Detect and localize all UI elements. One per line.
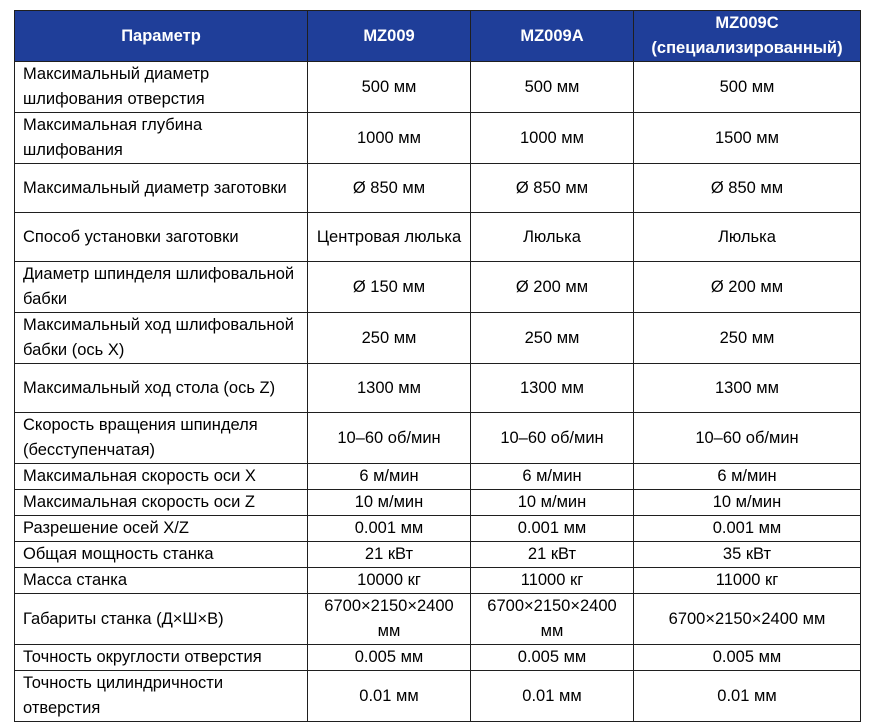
value-cell: 500 мм [471, 62, 634, 113]
table-row [15, 213, 861, 262]
value-cell: Ø 200 мм [634, 262, 861, 313]
value-cell: Ø 850 мм [634, 164, 861, 213]
value-cell: 1000 мм [308, 113, 471, 164]
param-cell: Скорость вращения шпинделя (бесступенчатая) [15, 413, 308, 464]
table-row [15, 568, 861, 594]
value-cell: 10 м/мин [308, 490, 471, 516]
param-cell: Точность округлости отверстия [15, 645, 308, 671]
value-cell: 0.005 мм [471, 645, 634, 671]
table-row [15, 413, 861, 464]
value-cell: Люлька [471, 213, 634, 262]
table-row [15, 62, 861, 113]
value-cell: 10 м/мин [634, 490, 861, 516]
header-row [15, 11, 861, 62]
value-cell: 0.01 мм [308, 671, 471, 722]
value-cell: 10–60 об/мин [471, 413, 634, 464]
header-mz009c-note: (специализированный) [651, 39, 843, 57]
value-cell: 35 кВт [634, 542, 861, 568]
value-cell: 1300 мм [308, 364, 471, 413]
value-cell: 6 м/мин [308, 464, 471, 490]
header-mz009a: MZ009A [471, 11, 634, 62]
table-row [15, 364, 861, 413]
value-cell: 6 м/мин [471, 464, 634, 490]
value-cell: 250 мм [634, 313, 861, 364]
value-cell: Ø 850 мм [471, 164, 634, 213]
param-cell: Максимальная скорость оси X [15, 464, 308, 490]
param-cell: Максимальная глубина шлифования [15, 113, 308, 164]
value-cell: 11000 кг [471, 568, 634, 594]
table-row [15, 164, 861, 213]
table-row [15, 313, 861, 364]
value-cell: 10 м/мин [471, 490, 634, 516]
value-cell: 0.001 мм [471, 516, 634, 542]
header-mz009: MZ009 [308, 11, 471, 62]
value-cell: 0.001 мм [634, 516, 861, 542]
value-cell: 0.01 мм [634, 671, 861, 722]
value-cell: 250 мм [471, 313, 634, 364]
value-cell: 11000 кг [634, 568, 861, 594]
value-cell: 6700×2150×2400 мм [471, 594, 634, 645]
value-cell: 0.001 мм [308, 516, 471, 542]
value-cell: 6700×2150×2400 мм [308, 594, 471, 645]
param-cell: Максимальный ход стола (ось Z) [15, 364, 308, 413]
header-mz009c-model: MZ009C [715, 14, 779, 32]
param-cell: Максимальный ход шлифовальной бабки (ось X) [15, 313, 308, 364]
value-cell: 21 кВт [471, 542, 634, 568]
table-row [15, 464, 861, 490]
value-cell: Ø 850 мм [308, 164, 471, 213]
value-cell: 250 мм [308, 313, 471, 364]
value-cell: 21 кВт [308, 542, 471, 568]
value-cell: Люлька [634, 213, 861, 262]
table-row [15, 262, 861, 313]
param-cell: Максимальный диаметр шлифования отверстия [15, 62, 308, 113]
spec-table [14, 10, 861, 722]
value-cell: 500 мм [634, 62, 861, 113]
param-cell: Габариты станка (Д×Ш×В) [15, 594, 308, 645]
header-mz009c [634, 11, 861, 62]
value-cell: 500 мм [308, 62, 471, 113]
value-cell: Ø 150 мм [308, 262, 471, 313]
value-cell: Ø 200 мм [471, 262, 634, 313]
value-cell: 1300 мм [634, 364, 861, 413]
value-cell: 10–60 об/мин [308, 413, 471, 464]
value-cell: 10000 кг [308, 568, 471, 594]
param-cell: Максимальный диаметр заготовки [15, 164, 308, 213]
value-cell: 6 м/мин [634, 464, 861, 490]
param-cell: Максимальная скорость оси Z [15, 490, 308, 516]
header-parameter: Параметр [15, 11, 308, 62]
param-cell: Точность цилиндричности отверстия [15, 671, 308, 722]
param-cell: Масса станка [15, 568, 308, 594]
value-cell: Центровая люлька [308, 213, 471, 262]
param-cell: Общая мощность станка [15, 542, 308, 568]
param-cell: Способ установки заготовки [15, 213, 308, 262]
table-row [15, 594, 861, 645]
param-cell: Разрешение осей X/Z [15, 516, 308, 542]
value-cell: 10–60 об/мин [634, 413, 861, 464]
table-row [15, 516, 861, 542]
value-cell: 6700×2150×2400 мм [634, 594, 861, 645]
value-cell: 1300 мм [471, 364, 634, 413]
value-cell: 0.005 мм [634, 645, 861, 671]
table-row [15, 542, 861, 568]
param-cell: Диаметр шпинделя шлифовальной бабки [15, 262, 308, 313]
table-row [15, 490, 861, 516]
table-row [15, 645, 861, 671]
table-row [15, 671, 861, 722]
value-cell: 1000 мм [471, 113, 634, 164]
value-cell: 1500 мм [634, 113, 861, 164]
value-cell: 0.01 мм [471, 671, 634, 722]
table-row [15, 113, 861, 164]
value-cell: 0.005 мм [308, 645, 471, 671]
